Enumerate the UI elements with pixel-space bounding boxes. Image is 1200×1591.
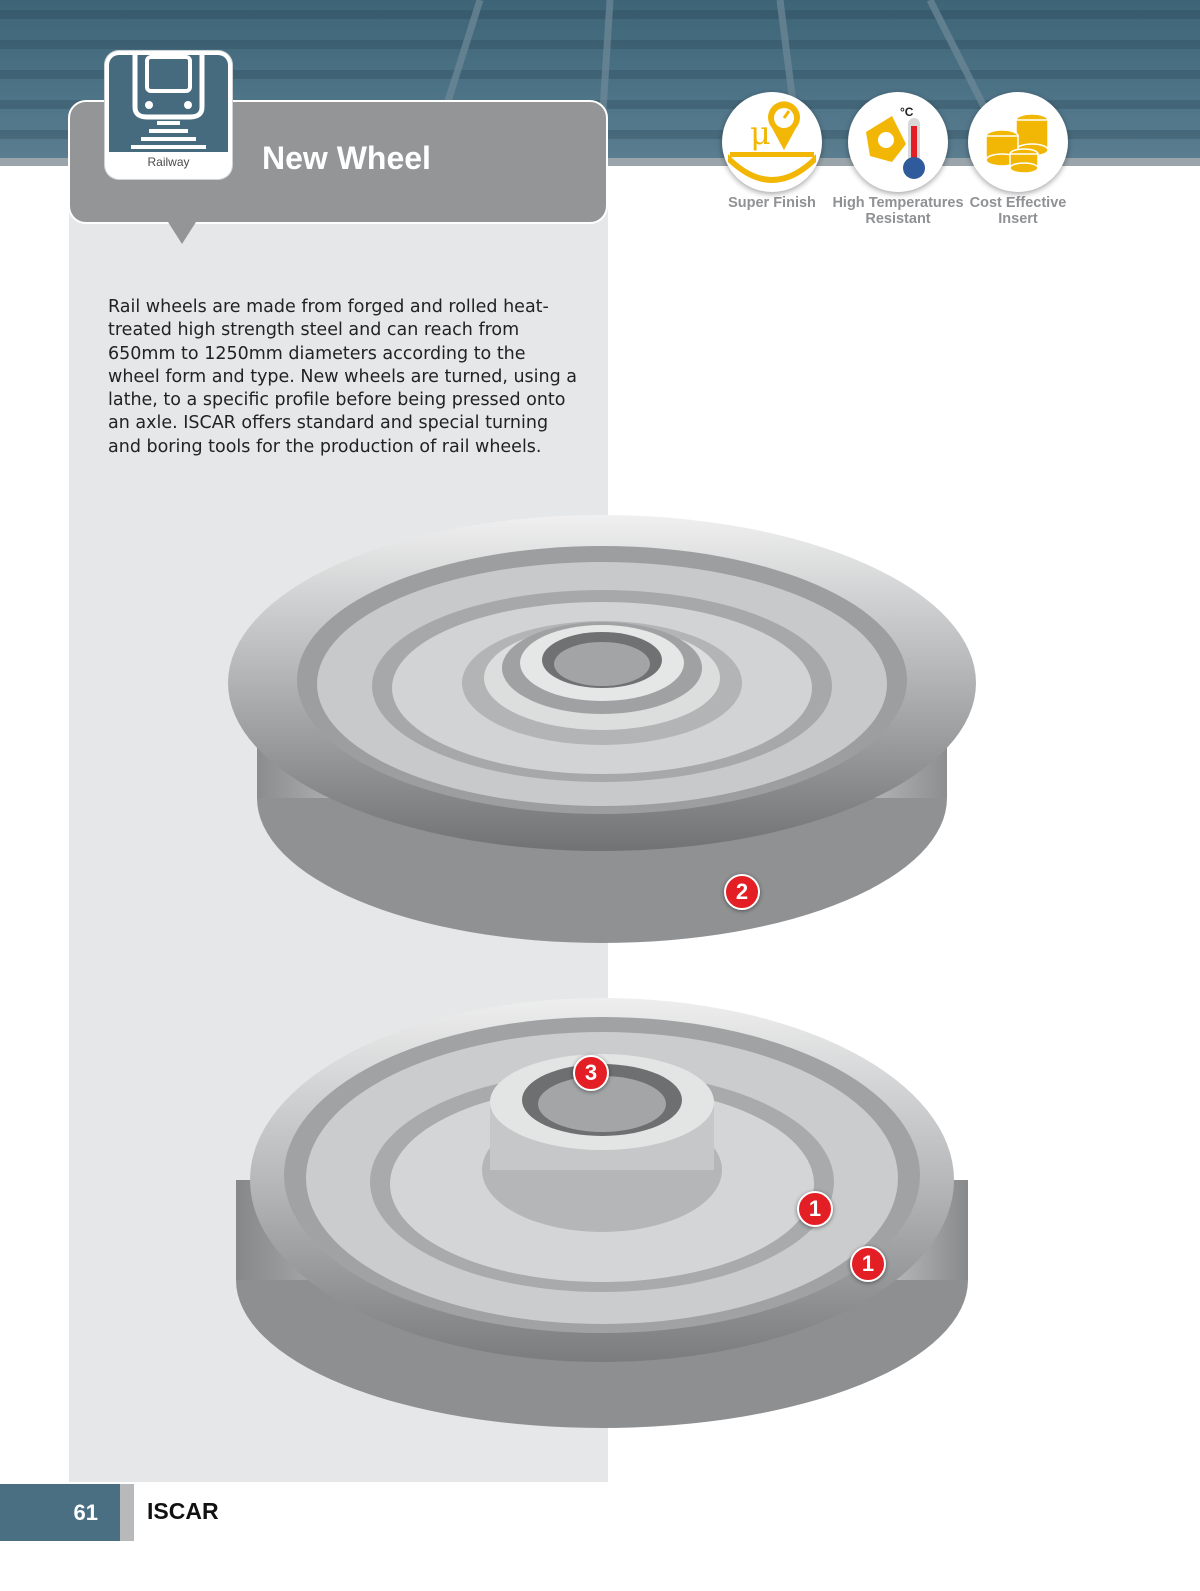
callout-marker-1: 1 xyxy=(797,1191,833,1227)
thermometer-insert-icon xyxy=(848,92,948,192)
callout-marker-2: 2 xyxy=(724,874,760,910)
railway-badge xyxy=(105,51,232,179)
callout-marker-1: 1 xyxy=(850,1246,886,1282)
upper-rail-wheel-image xyxy=(226,508,978,950)
footer-divider xyxy=(120,1484,134,1541)
feature-label: Super Finish xyxy=(728,195,816,211)
svg-text:°C: °C xyxy=(900,105,914,119)
feature-cost-effective xyxy=(952,92,1084,227)
lower-rail-wheel-image xyxy=(232,990,972,1436)
intro-paragraph: Rail wheels are made from forged and rolled heat-treated high strength steel and can reach from 650mm to 1250mm diameters according to the wheel form and type. New wheels are turned, using a lathe, to a specific profile before being pressed onto an axle. ISCAR offers standard and special turning and boring tools for the production of rail wheels. xyxy=(108,297,577,457)
page-number: 61 xyxy=(0,1484,120,1541)
feature-label: Cost Effective Insert xyxy=(969,195,1067,227)
feature-super-finish xyxy=(706,92,838,212)
train-icon xyxy=(109,55,228,152)
callout-marker-3: 3 xyxy=(573,1055,609,1091)
svg-text:μ: μ xyxy=(750,114,771,152)
railway-badge-label: Railway xyxy=(147,155,190,169)
footer-brand: ISCAR xyxy=(147,1498,219,1524)
feature-high-temperatures xyxy=(832,92,964,227)
title-callout-pointer xyxy=(168,222,196,244)
page-title: New Wheel xyxy=(262,140,431,176)
micro-finish-icon xyxy=(722,92,822,192)
coins-icon xyxy=(968,92,1068,192)
feature-label: High Temperatures Resistant xyxy=(832,195,964,227)
